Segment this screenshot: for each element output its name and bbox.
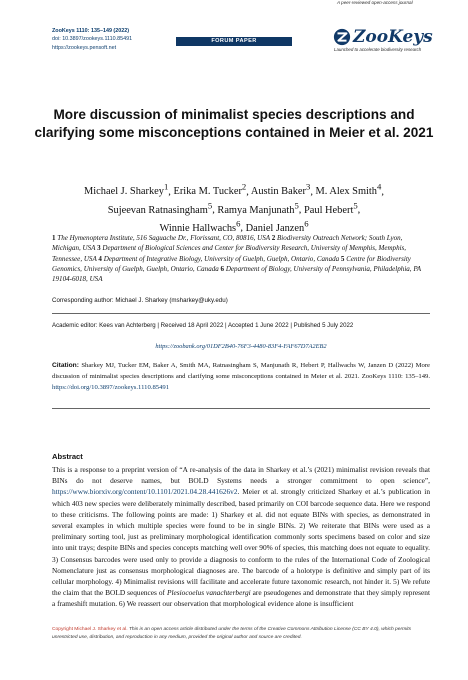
citation-block: Citation: Sharkey MJ, Tucker EM, Baker A, Smith MA, Ratnasingham S, Manjunath R, Hebert P, Hallwachs W, Janzen D (2022) More discussion of minimalist species descriptions and clarifying some misconceptions contained in Meier et al. 2021. ZooKeys 1110: 135–149. https://doi.org/10.3897/zookeys.1110.85491 [52,362,430,391]
affiliation: 3 Department of Biological Sciences and Center for Biodiversity Research, University of Memphis, Memphis, Tennessee, USA [52,244,407,263]
author-name: Sujeevan Ratnasingham$^5$ [107,200,213,216]
editorial-dates: Academic editor: Kees van Achterberg | Received 18 April 2022 | Accepted 1 June 2022 | Published 5 July 2022 [52,322,354,329]
divider [52,313,430,314]
journal-website-link[interactable]: https://zookeys.pensoft.net [52,44,117,51]
author-list: Michael J. Sharkey$^1$, Erika M. Tucker$^2$, Austin Baker$^3$, M. Alex Smith$^4$, Sujeevan Ratnasingham$^5$, Ramya Manjunath$^5$, Paul Hebert$^5$, Winnie Hallwachs$^6$, Daniel Janzen$^6$ [84,182,384,234]
author-name: Daniel Janzen$^6$ [245,218,309,234]
affiliation: 1 The Hymenoptera Institute, 516 Saguache Dr., Florissant, CO, 80816, USA [52,234,270,242]
doi-line[interactable]: doi: 10.3897/zookeys.1110.85491 [52,36,133,43]
affiliation: 4 Department of Integrative Biology, University of Guelph, Guelph, Ontario, Canada [98,254,340,263]
author-name: Erika M. Tucker$^2$ [173,182,247,198]
article-type-banner: FORUM PAPER [176,37,292,46]
author-name: Michael J. Sharkey$^1$ [84,182,169,198]
journal-citation-line: ZooKeys 1110: 135–149 (2022) [52,28,130,34]
affiliation-list [52,233,430,284]
copyright-footer: Copyright Michael J. Sharkey et al. This is an open access article distributed under the terms of the Creative Commons Attribution License (CC BY 4.0), which permits unrestricted use, distribution, and reproduction in any medium, provided the original author and source are credited. [52,627,412,641]
journal-brand-name: ZooKeys [353,27,433,47]
brand-tagline: A peer-reviewed open-access journal [337,0,413,5]
abstract-text: This is a response to a preprint version of “A re-analysis of the data in Sharkey et al.’s (2021) minimalist revision reveals that BINs do not deserve names, but BOLD Systems needs a stronger commitment to open science”, https://www.biorxiv.org/content/10.1101/2021.04.28.441626v2. Meier et al. strongly criticized Sharkey et al.’s publication in which 403 new species were deliberately minimally described, based primarily on COI barcode sequence data. Here we respond to these criticisms. The following points are made: 1) Sharkey et al. did not equate BINs with species, as demonstrated in several examples in which multiple species were found to be in single BINs. 2) We reiterate that BINs were used as a preliminary sorting tool, just as preliminary morphological identification commonly sorts specimens based on color and size into unit trays; despite BINs and species concepts matching well over 90% of species, this matching does not equate to equality. 3) Consensus barcodes were used only to provide a diagnosis to conform to the rules of the International Code of Zoological Nomenclature just as consensus morphological diagnoses are. The barcode of a holotype is definitive and simply part of its cellular morphology. 4) Minimalist revisions will facilitate and accelerate future taxonomic research, not hinder it. 5) We refute the claim that the BOLD sequences of Plesiocoelus vanachterbergi are pseudogenes and demonstrate that they simply represent a frameshift mutation. 6) We reassert our observation that morphological evidence alone is insufficient [52,465,430,609]
affiliation: 2 Biodiversity Outreach Network; South Lyon, Michigan, USA [52,234,403,253]
journal-metadata [52,27,132,52]
preprint-link[interactable]: https://www.biorxiv.org/content/10.1101/2021.04.28.441626v2 [52,487,238,497]
zoobank-link[interactable]: https://zoobank.org/01DF2B40-76F3-4480-83F4-FAF67D7A2EB2 [155,343,327,350]
article-title: More discussion of minimalist species descriptions and clarifying some misconceptions contained in Meier et al. 2021 [34,107,434,140]
affiliation: 6 Department of Biology, University of Pennsylvania, Philadelphia, PA 19104-6018, USA [52,264,421,284]
author-name: Paul Hebert$^5$ [303,200,358,216]
affiliation: 5 Centre for Biodiversity Genomics, University of Guelph, Guelph, Ontario, Canada [52,254,411,273]
divider [52,408,430,409]
citation-doi-link[interactable]: https://doi.org/10.3897/zookeys.1110.85491 [52,384,170,391]
author-name: Austin Baker$^3$ [250,182,311,198]
brand-subtitle: Launched to accelerate biodiversity research [334,47,422,52]
zookeys-logo-icon [333,28,351,46]
author-name: Winnie Hallwachs$^6$ [159,218,241,234]
email-link[interactable]: msharkey@uky.edu [171,297,226,304]
author-name: M. Alex Smith$^4$ [315,182,382,198]
abstract-heading: Abstract [52,452,83,461]
author-name: Ramya Manjunath$^5$ [217,200,299,216]
corresponding-author: Corresponding author: Michael J. Sharkey (msharkey@uky.edu) [52,297,228,304]
